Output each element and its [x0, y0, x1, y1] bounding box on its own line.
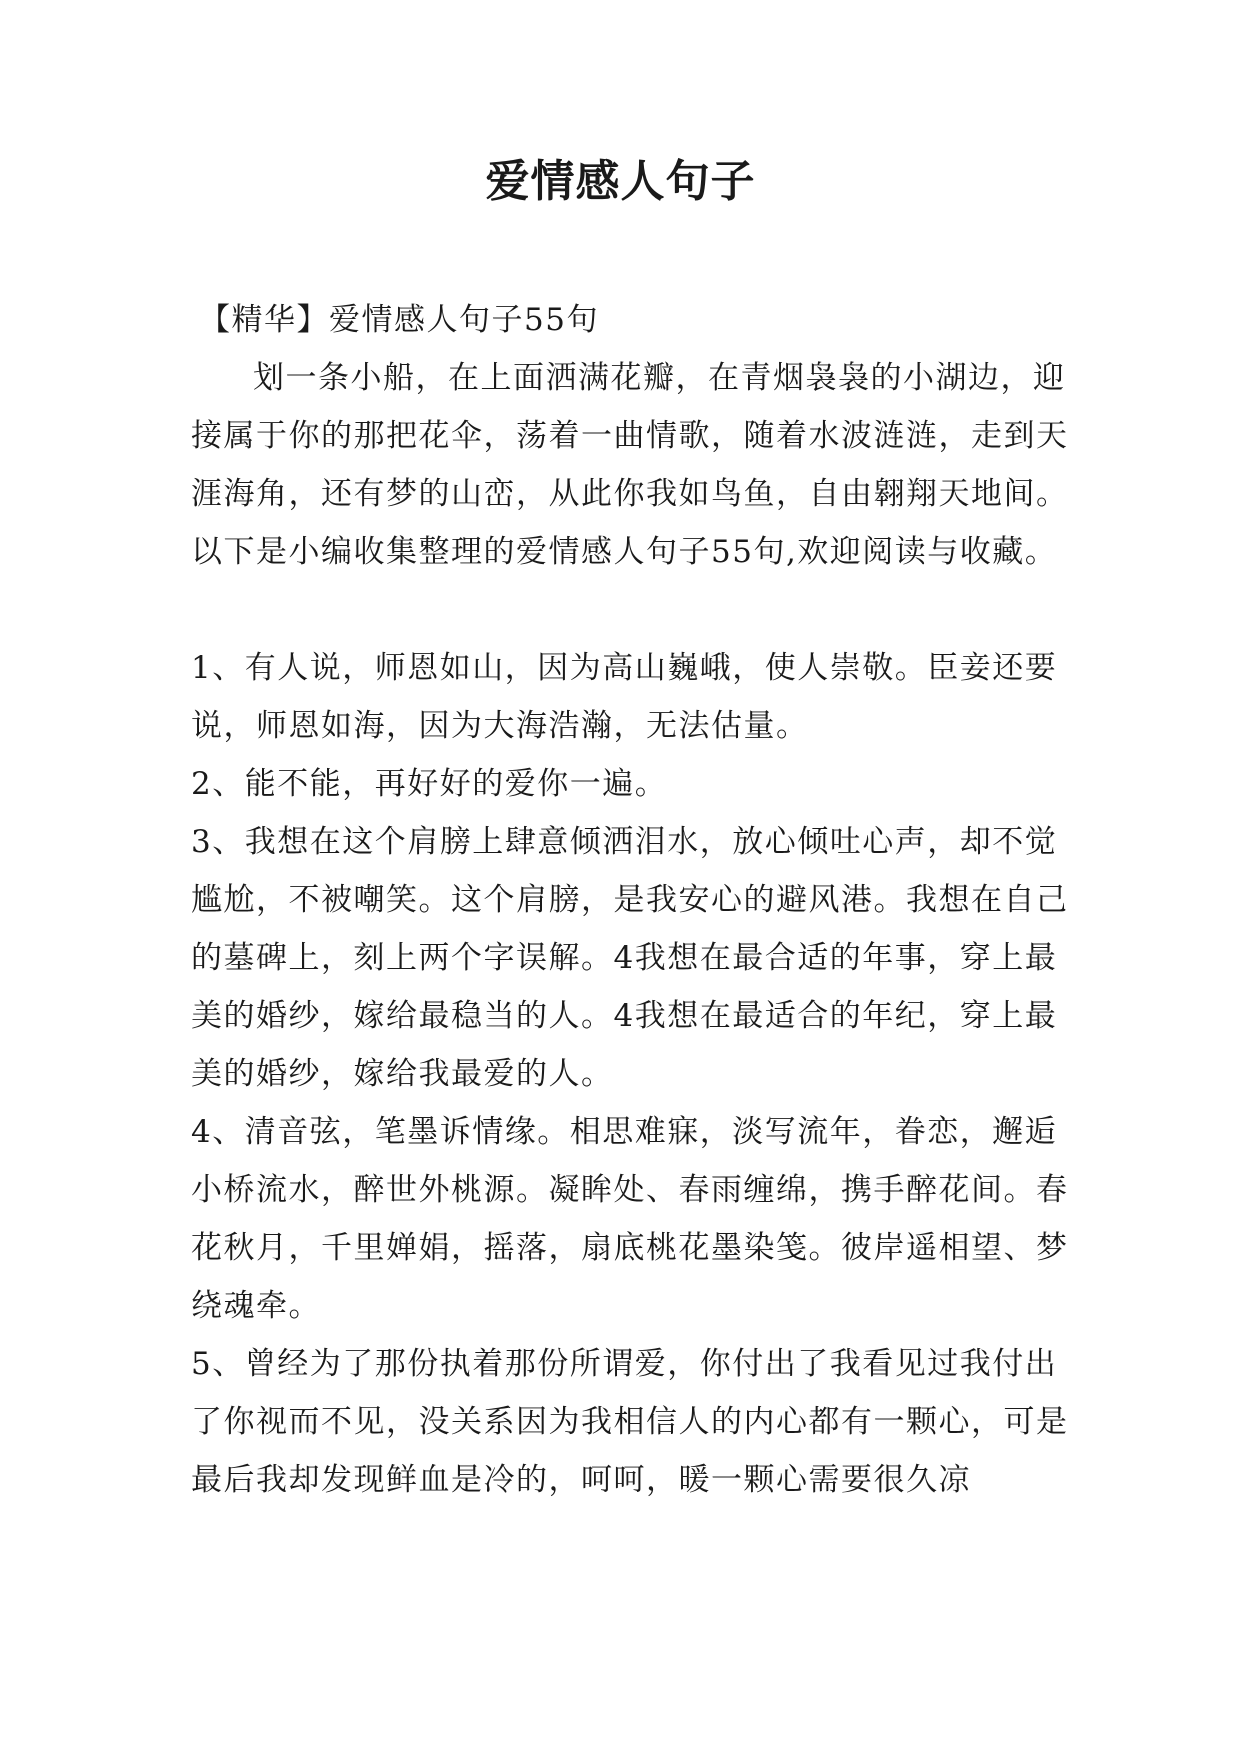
- paragraph-spacer: [191, 581, 1071, 639]
- intro-paragraph: 划一条小船，在上面洒满花瓣，在青烟袅袅的小湖边，迎接属于你的那把花伞，荡着一曲情歌，随着水波涟涟，走到天涯海角，还有梦的山峦，从此你我如鸟鱼，自由翱翔天地间。以下是小编收集整理的爱情感人句子55句,欢迎阅读与收藏。: [191, 360, 1069, 570]
- list-item: 2、能不能，再好好的爱你一遍。: [191, 766, 668, 802]
- list-item: 1、有人说，师恩如山，因为高山巍峨，使人崇敬。臣妾还要说，师恩如海，因为大海浩瀚，无法估量。: [191, 650, 1058, 744]
- list-item: 4、清音弦，笔墨诉情缘。相思难寐，淡写流年，眷恋，邂逅小桥流水，醉世外桃源。凝眸处、春雨缠绵，携手醉花间。春花秋月，千里婵娟，摇落，扇底桃花墨染笺。彼岸遥相望、梦绕魂牵。: [191, 1114, 1069, 1324]
- document-title: 爱情感人句子: [485, 156, 756, 207]
- document-body: [191, 291, 1071, 1509]
- document-subtitle: 【精华】爱情感人句子55句: [199, 302, 599, 338]
- list-item: 3、我想在这个肩膀上肆意倾洒泪水，放心倾吐心声，却不觉尴尬，不被嘲笑。这个肩膀，是我安心的避风港。我想在自己的墓碑上，刻上两个字误解。4我想在最合适的年事，穿上最美的婚纱，嫁给最稳当的人。4我想在最适合的年纪，穿上最美的婚纱，嫁给我最爱的人。: [191, 824, 1069, 1092]
- list-item: 5、曾经为了那份执着那份所谓爱，你付出了我看见过我付出了你视而不见，没关系因为我相信人的内心都有一颗心，可是最后我却发现鲜血是冷的，呵呵，暖一颗心需要很久凉: [191, 1346, 1069, 1498]
